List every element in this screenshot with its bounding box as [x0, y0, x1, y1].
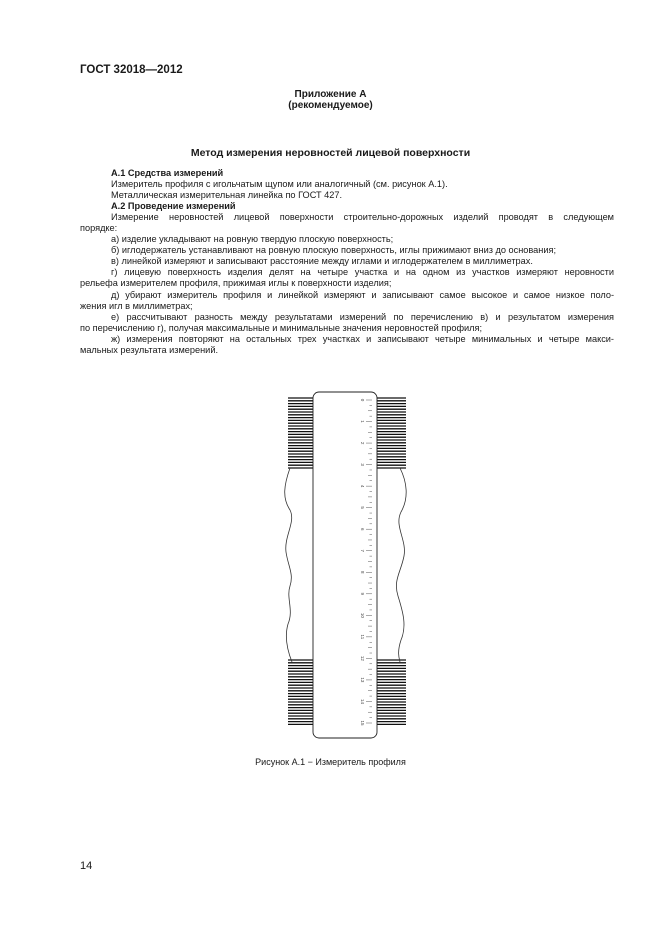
page-number: 14 — [80, 860, 93, 872]
paragraph: Металлическая измерительная линейка по ГОСТ 427. — [111, 190, 343, 201]
ruler-label: 10 — [360, 612, 365, 618]
method-title: Метод измерения неровностей лицевой поверхности — [190, 147, 471, 159]
profile-gauge-figure — [280, 390, 414, 740]
document-id: ГОСТ 32018—2012 — [80, 64, 183, 76]
list-item: е) рассчитывают разность между результатами измерений по перечислению в) и результатом измерения — [111, 311, 614, 322]
list-item: д) убирают измеритель профиля и линейкой измеряют и записывают самое высокое и самое низкое поло- — [111, 289, 614, 300]
list-item-cont: по перечислению г), получая максимальные и минимальные значения неровностей профиля; — [80, 322, 483, 333]
ruler-label: 1 — [360, 420, 365, 423]
list-item: ж) измерения повторяют на остальных трех участках и записывают четыре минимальных и четыре макси- — [111, 333, 614, 344]
ruler-label: 5 — [360, 506, 365, 509]
ruler-label: 4 — [360, 484, 365, 488]
list-item: г) лицевую поверхность изделия делят на четыре участка и на одном из участков измеряют неровности — [111, 267, 614, 278]
ruler-label: 15 — [360, 720, 365, 726]
ruler-label: 0 — [360, 398, 365, 402]
list-item: б) иглодержатель устанавливают на ровную плоскую поверхность, иглы прижимают вниз до основания; — [111, 245, 556, 256]
paragraph: Измеритель профиля с игольчатым щупом или аналогичный (см. рисунок А.1). — [111, 179, 448, 190]
section-a1-heading: А.1 Средства измерений — [111, 168, 224, 178]
ruler-body — [313, 392, 377, 738]
body-text — [80, 168, 614, 356]
list-item: а) изделие укладывают на ровную твердую плоскую поверхность; — [111, 234, 394, 245]
ruler-label: 8 — [360, 571, 365, 574]
list-item-cont: жения игл в миллиметрах; — [80, 300, 193, 311]
ruler-label: 13 — [360, 677, 365, 683]
figure-caption: Рисунок А.1 − Измеритель профиля — [255, 757, 406, 767]
ruler-label: 11 — [360, 634, 365, 640]
paragraph: Измерение неровностей лицевой поверхности строительно-дорожных изделий проводят в следующем — [111, 212, 614, 223]
right-surface-profile — [396, 468, 406, 662]
ruler-label: 6 — [360, 527, 365, 531]
appendix-subtitle: (рекомендуемое) — [288, 100, 373, 111]
ruler-label: 3 — [360, 463, 365, 466]
appendix-title: Приложение А — [294, 89, 367, 100]
ruler-label: 2 — [360, 441, 365, 445]
paragraph: порядке: — [80, 223, 118, 234]
ruler-label: 7 — [360, 549, 365, 552]
list-item: в) линейкой измеряют и записывают расстояние между иглами и иглодержателем в миллиметрах. — [111, 256, 533, 267]
section-a2-heading: А.2 Проведение измерений — [111, 201, 236, 212]
list-item-cont: мальных результата измерений. — [80, 344, 219, 355]
ruler-label: 9 — [360, 592, 365, 596]
ruler-label: 12 — [360, 655, 365, 661]
left-surface-profile — [285, 468, 292, 662]
list-item-cont: рельефа измерителем профиля, прижимая иглы к поверхности изделия; — [80, 278, 392, 289]
ruler-label: 14 — [360, 698, 365, 704]
